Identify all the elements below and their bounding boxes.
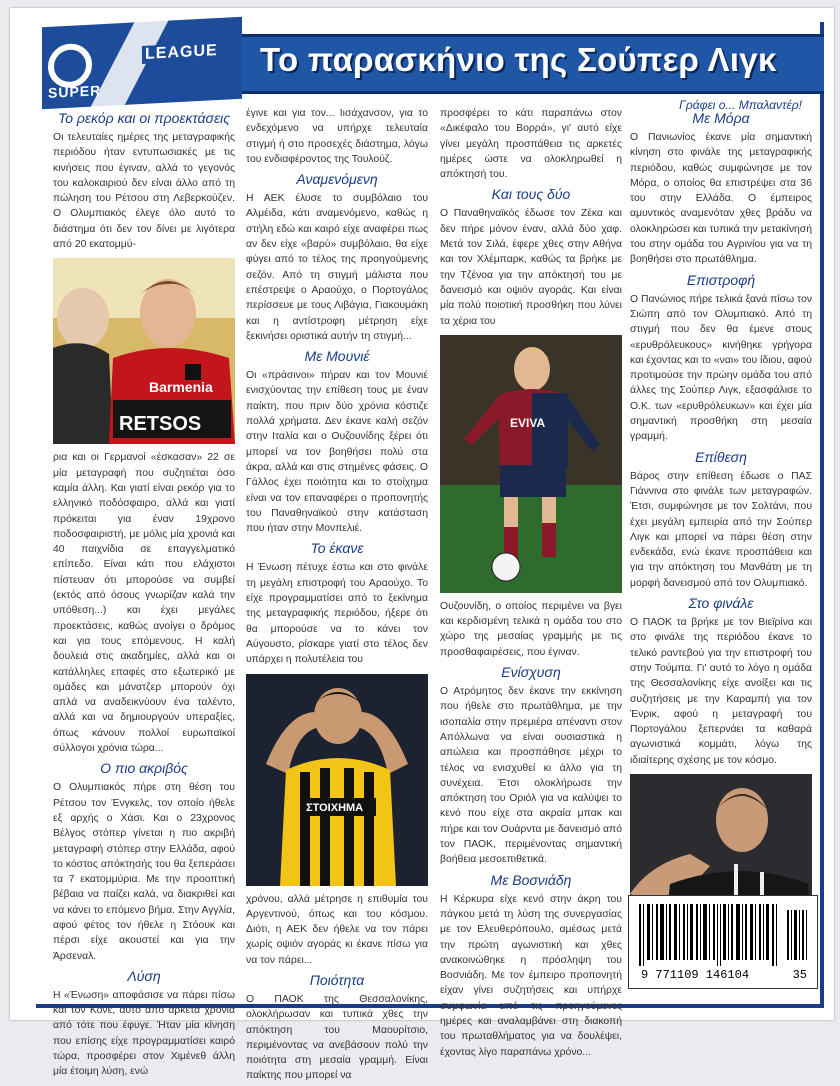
paragraph: ρια και οι Γερμανοί «έσκασαν» 22 σε μία μεταγραφή που συζητιέται όσο καμία άλλη. Και γιατί είναι ρεκόρ για το ελληνικό ποδόσφαιρο, αλλά και γιατί πρόκειται για έναν 19χρονο ποδοσφαιριστή, με μόλις μία χρονιά και 40 παιχνίδια σε επαγγελματικό επίπεδο. Είναι κάτι που ελάχιστοι πίστευαν ότι μπορούσε να συμβεί (εκτός από όσους γνωρίζαν καλά την υπόθεση...) και έχει μεγάλες προεκτάσεις, καθώς ανοίγει ο δρόμος και για τους επόμενους. Η καλή δουλειά στις ακαδημίες, αλλά και οι κατάλληλες επαφές στο εξωτερικό με ομάδες και μάνατζερ μπορούν όχι απλά να αναδεικνύουν ένα ταλέντο, αλλά και να δημιουργούν υπεραξίες, όπως κάνουν πολλοί ευρωπαϊκοί σύλλογοι χρόνια τώρα... [53,452,235,755]
page-title: Το παρασκήνιο της Σούπερ Λιγκ [260,41,777,78]
newspaper-page [10,8,834,1082]
column-3 [440,106,622,1062]
paragraph: χρόνου, αλλά μέτρησε η επιθυμία του Αργεντινού, όπως και του κόσμου. Διότι, η ΑΕΚ δεν ήθελε να τον πάρει χωρίς οψιόν αγοράς κι έκανε πίσω για να τον πάρει... [246,893,428,966]
barcode [628,895,818,989]
heading-reinforcement: Ενίσχυση [501,664,561,681]
heading-return: Επιστροφή [686,271,756,288]
paragraph: Η Κέρκυρα είχε κενό στην άκρη του πάγκου μετά τη λύση της συνεργασίας με τον Ελευθερόπουλο, αμέσως μετά την πρώτη αγωνιστική και χθες ανακοινώθηκε η πρόσληψη του Βοσνιάδη. Με τον έμπειρο προπονητή είχαν γίνει συζητήσεις και υπήρχε συμφωνία από τις προηγούμενες ημέρες και αναλαμβάνει στη διακοπή του πρωταθλήματος για να δουλέψει, έχοντας λίγο παραπάνω χρόνο... [440,893,622,1058]
paragraph: Ο ΠΑΟΚ της Θεσσαλονίκης, ολοκλήρωσαν και τυπικά χθες την απόκτηση του Μαουρίτσιο, περιμένοντας να ανεβάσουν πολύ την ποιότητα στη μεσαία γραμμή. Είναι παίκτης που μπορεί να [246,993,428,1082]
paragraph: Ο Ατρόμητος δεν έκανε την εκκίνηση που ήθελε στο πρωτάθλημα, με την ισοπαλία στην πρεμιέρα απέναντι στον Απόλλωνα να είναι ουσιαστικά η απώλεια και προσπάθησε μέχρι το τέλος να ενισχυθεί κι άλλο για τη συνέχεια. Έτσι ολοκλήρωσε την απόκτηση του Οριόλ για να καλύψει το κενό που είχε στα ακραία μπακ και πήρε και τον Ουάρντα με δανεισμό από τον ΠΑΟΚ, περιμένοντας σημαντική βοήθεια μεσοεπιθετικά. [440,686,622,866]
heading-both: Και τους δύο [491,186,571,203]
paragraph: Η Ένωση πέτυχε έστω και στο φινάλε τη μεγάλη επιστροφή του Αραούχο. Το είχε προγραμματίσει από το ξεκίνημα της μεταγραφικής περιόδου, ήξερε ότι θα μπορούσε να το κάνει τον Αύγουστο, ρίσκαρε γιατί στο τέλος δεν υπάρχει η πολυτέλεια του [246,562,428,666]
heading-attack: Επίθεση [695,448,747,465]
column-1 [53,106,235,1082]
shirt-sponsor: Barmenia [149,379,213,396]
heading-quality: Ποιότητα [309,971,365,988]
title-banner [242,34,824,94]
heading-vosniadis: Με Βοσνιάδη [490,871,572,888]
photo-retsos [53,258,235,444]
column-4 [630,106,812,986]
photo-araujo [246,674,428,886]
heading-most-expensive: Ο πιο ακριβός [100,760,188,777]
paragraph: Ο Πανώνιος πήρε τελικά ξανά πίσω τον Σιώπη από τον Ολυμπιακό. Από τη στιγμή που δεν θα έμενε στους «ερυθρόλευκους» κινήθηκε γρήγορα και έχοντας και το «ναι» του ίδιου, αφού προτιμούσε την πρώην ομάδα του από άλλες της Σούπερ Λιγκ, εξασφάλισε το Ο.Κ. των «ερυθρόλευκων» και έχει μία σημαντική προσθήκη στη μεσαία γραμμή. [630,293,812,443]
column-2 [246,106,428,1086]
heading-mora: Με Μόρα [692,110,750,126]
shirt-sponsor: ΣΤΟΙΧΗΜΑ [306,801,364,814]
paragraph: Βάρος στην επίθεση έδωσε ο ΠΑΣ Γιάννινα στο φινάλε των μεταγραφών. Έτσι, συμφώνησε με τον Σολτάνι, που έχει μεγάλη εμπειρία από την Σούπερ Λιγκ και μπορεί να πάρει θέση στην ενδεκάδα, ενώ έκανε προσπάθεια και για την απόκτηση του Μανθάτη με τη μορφή δανεισμού από τον Ολυμπιακό. [630,470,812,589]
heading-mounie: Με Μουνιέ [304,348,370,365]
paragraph: Ουζουνίδη, ο οποίος περιμένει να βγει και κερδισμένη τελικά η ομάδα του στο χώρο της μεσαίας γραμμής με τις προσθαφαιρέσεις, που έγιναν. [440,600,622,658]
photo-hjelmbark [440,335,622,593]
paragraph: προσφέρει το κάτι παραπάνω στον «Δικέφαλο του Βορρά», γι' αυτό είχε γίνει μεγάλη προσπάθεια τις αρκετές ημέρες ώστε να ολοκληρωθεί η απόκτησή του. [440,108,622,181]
paragraph: έγινε και για τον... Ιισάχανσον, για το ενδεχόμενο να υπήρχε τελευταία στιγμή ή στο προσεχές διάστημα, λόγω του ενδιαφέροντος της Τουλούζ. [246,108,428,165]
paragraph: Ο Παναθηναϊκός έδωσε τον Ζέκα και δεν πήρε μόνον έναν, αλλά δύο χαφ. Μετά τον Σιλά, έφερε χθες στην Αθήνα και τον Χλέμπαρκ, καθώς τα βρήκε με την Τζένοα για την απόκτησή του με δανεισμό και οψιόν αγοράς. Και είναι μία πολύ ποιοτική προσθήκη που λύνει τα χέρια του [440,208,622,327]
paragraph: Ο Ολυμπιακός πήρε στη θέση του Ρέτσου τον Ένγκελς, τον οποίο ήθελε εξ αρχής ο Χάσι. Και ο 23χρονος Βέλγος στόπερ γίνεται η πιο ακριβή μεταγραφή στόπερ στην Ελλάδα, αφού το κόστος απόκτησής του θα ξεπεράσει τα 7 εκατομμύρια. Με την προοπτική βέβαια να παίζει καλά, να διακριθεί και να κάνει το επόμενο βήμα. Στην Αγγλία, αφού φέτος τον ήθελε η Στόουκ και πέρσι είχε ακουστεί και για την Άρσεναλ. [53,782,235,962]
paragraph: Ο Πανιωνίος έκανε μία σημαντική κίνηση στο φινάλε της μεταγραφικής περιόδου, καθώς συμφώνησε με τον Μόρα, ο οποίος θα επιστρέψει στα 36 του στην Ελλάδα. Ο έμπειρος αμυντικός αναμενόταν χθες βράδυ να ολοκληρώσει και τυπικά την μετακίνησή του στην ομάδα του Αγρινίου για να τη βοηθήσει στο πρωτάθλημα. [630,132,812,266]
barcode-number: 9 771109 146104 [641,968,750,982]
paragraph: Οι τελευταίες ημέρες της μεταγραφικής περιόδου ήταν εντυπωσιακές με τις κινήσεις που έγιναν, αλλά το γεγονός του καλοκαιριού δεν είναι άλλο από τη πώληση του Ρέτσου στη Λεβερκούζεν. Ο Ολυμπιακός έλεγε όλο αυτό το διάστημα ότι δεν τον δίνει με λιγότερα από 20 εκατομμύ- [53,132,235,251]
super-league-logo [42,17,242,109]
logo-text-super: SUPER [48,82,102,101]
paragraph: Οι «πράσινοι» πήραν και τον Μουνιέ ενισχύοντας την επίθεση τους με έναν παίκτη, που πριν δύο χρόνια κόστιζε πολλά χρήματα. Δεν έκανε καλή σεζόν στην Ιταλία και ο Ουζουνίδης ξέρει ότι μπορεί να τον βοηθήσει πολύ στα άκρα, αλλά και στις στημένες φάσεις. Ο Γάλλος έχει ποιότητα και το στοίχημα είναι να τον επαναφέρει ο προπονητής του Παναθηναϊκού στην κατάσταση που ήταν στην Μονπελιέ. [246,370,428,535]
heading-expected: Αναμενόμενη [296,171,378,188]
heading-did-it: Το έκανε [310,540,364,557]
logo-stripe [85,12,172,117]
logo-text-league: LEAGUE [142,42,221,64]
barcode-bars [639,904,809,966]
paragraph: Ο ΠΑΟΚ τα βρήκε με τον Βιεϊρίνα και στο φινάλε της περιόδου έκανε το τελικό ραντεβού για την επιστροφή του στην Τούμπα. Γι' αυτό το λόγο η ομάδα της Θεσσαλονίκης είχε ανοίξει και τις συζητήσεις με την Καραμπή για τον Ένρικ, αφού η μεταγραφή του Πορτογάλου ξεπερνάει τα καθαρά αγωνιστικά κομμάτι, λόγω της ιδιαίτερης σχέσης με τον κόσμο. [630,617,812,766]
heading-finale: Στο φινάλε [688,595,754,612]
jersey-name: RETSOS [119,413,202,436]
heading-record: Το ρεκόρ και οι προεκτάσεις [57,110,231,126]
shirt-sponsor: EVIVA [510,415,546,430]
issue-number: 35 [792,968,807,982]
paragraph: Η ΑΕΚ έλυσε το συμβόλαιο του Αλμέιδα, κάτι αναμενόμενο, καθώς η στήλη εδώ και καιρό είχε αναφέρει πως αν δεν είχε «βαρύ» συμβόλαιο, θα είχε φύγει από το τέλος της προηγούμενης σεζόν. Από τη στιγμή μάλιστα που επέστρεψε ο Αραούχο, ο Πορτογάλος περίσσευε με τους Λιβάγια, Γιακουμάκη και η αντίστροφη μέτρηση είχε ξεκινήσει οριστικά αυτήν τη στιγμή... [246,193,428,342]
heading-solution: Λύση [127,967,161,984]
byline: Γράφει ο... Μπαλαντέρ! [679,98,802,112]
paragraph: Η «Ένωση» αποφάσισε να πάρει πίσω και τον Κονέ, αυτό από αρκετά χρόνια από τότε που έφυγε. Ήταν μία κίνηση που επίσης είχε προγραμματίσει καιρό τώρα, προσφέρει στον Χιμένεθ άλλη μία έτοιμη λύση, ενώ [53,989,235,1078]
